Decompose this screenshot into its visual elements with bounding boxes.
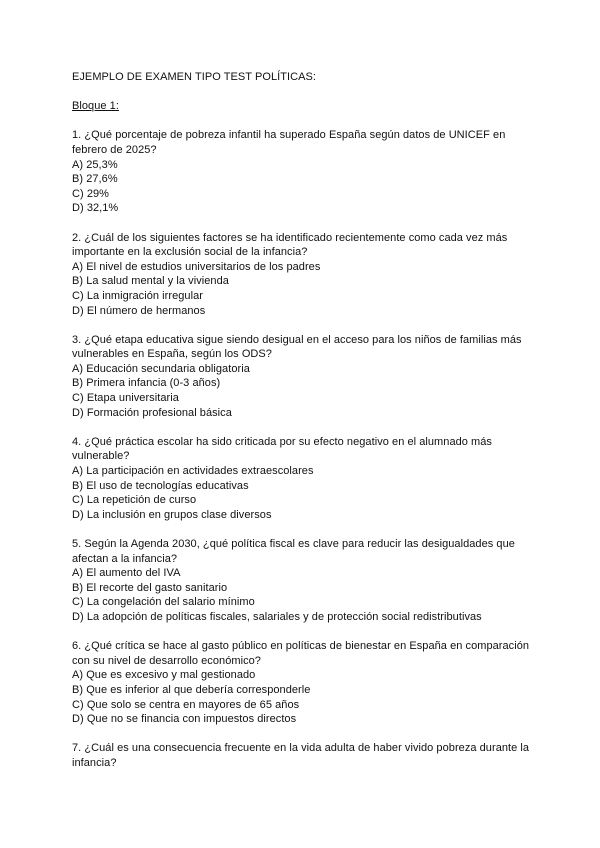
answer-option-a: A) El aumento del IVA [72, 567, 181, 580]
question-text: 3. ¿Qué etapa educativa sigue siendo desigual en el acceso para los niños de familias más vulnerables en España, según los ODS? [72, 333, 522, 361]
answer-option-d: D) La adopción de políticas fiscales, salariales y de protección social redistributivas [72, 610, 482, 623]
answer-option-b: B) Que es inferior al que debería corresponderle [72, 683, 311, 696]
answer-option-b: B) El recorte del gasto sanitario [72, 581, 228, 594]
question-text: 1. ¿Qué porcentaje de pobreza infantil ha superado España según datos de UNICEF en febrero de 2025? [72, 129, 506, 156]
question-5 [72, 537, 532, 625]
answer-option-b: B) La salud mental y la vivienda [72, 275, 229, 288]
answer-option-a: A) 25,3% [72, 158, 118, 171]
document-title: EJEMPLO DE EXAMEN TIPO TEST POLÍTICAS: [72, 71, 316, 83]
question-7 [72, 741, 532, 770]
question-1 [72, 128, 532, 216]
question-2 [72, 231, 532, 319]
answer-option-c: C) La repetición de curso [72, 494, 197, 507]
answer-option-c: C) 29% [72, 187, 109, 200]
block-title: Bloque 1: [72, 100, 119, 113]
answer-option-c: C) Que solo se centra en mayores de 65 años [72, 698, 300, 711]
question-text: 4. ¿Qué práctica escolar ha sido criticada por su efecto negativo en el alumnado más vulnerable? [72, 435, 492, 463]
question-list [72, 128, 532, 770]
question-3 [72, 333, 532, 421]
answer-option-a: A) Que es excesivo y mal gestionado [72, 669, 256, 682]
question-4 [72, 435, 532, 523]
document-page [72, 70, 532, 785]
answer-option-a: A) El nivel de estudios universitarios de los padres [72, 260, 321, 273]
answer-option-c: C) Etapa universitaria [72, 392, 179, 405]
answer-option-c: C) La congelación del salario mínimo [72, 596, 255, 609]
answer-option-c: C) La inmigración irregular [72, 289, 203, 302]
answer-option-b: B) Primera infancia (0-3 años) [72, 377, 221, 390]
answer-option-a: A) La participación en actividades extraescolares [72, 465, 314, 478]
answer-option-b: B) 27,6% [72, 173, 118, 186]
answer-option-d: D) Formación profesional básica [72, 406, 232, 419]
question-text: 5. Según la Agenda 2030, ¿qué política fiscal es clave para reducir las desigualdades que afectan a la infancia? [72, 538, 515, 565]
question-text: 2. ¿Cuál de los siguientes factores se ha identificado recientemente como cada vez más importante en la exclusión social de la infancia? [72, 231, 508, 259]
answer-option-b: B) El uso de tecnologías educativas [72, 479, 249, 492]
answer-option-d: D) 32,1% [72, 202, 119, 215]
answer-option-d: D) Que no se financia con impuestos directos [72, 713, 297, 726]
question-text: 6. ¿Qué crítica se hace al gasto público en políticas de bienestar en España en comparación con su nivel de desarrollo económico? [72, 640, 530, 667]
answer-option-d: D) El número de hermanos [72, 304, 206, 317]
answer-option-d: D) La inclusión en grupos clase diversos [72, 508, 272, 521]
question-6 [72, 639, 532, 727]
question-text: 7. ¿Cuál es una consecuencia frecuente en la vida adulta de haber vivido pobreza durante la infancia? [72, 742, 530, 769]
answer-option-a: A) Educación secundaria obligatoria [72, 362, 250, 375]
